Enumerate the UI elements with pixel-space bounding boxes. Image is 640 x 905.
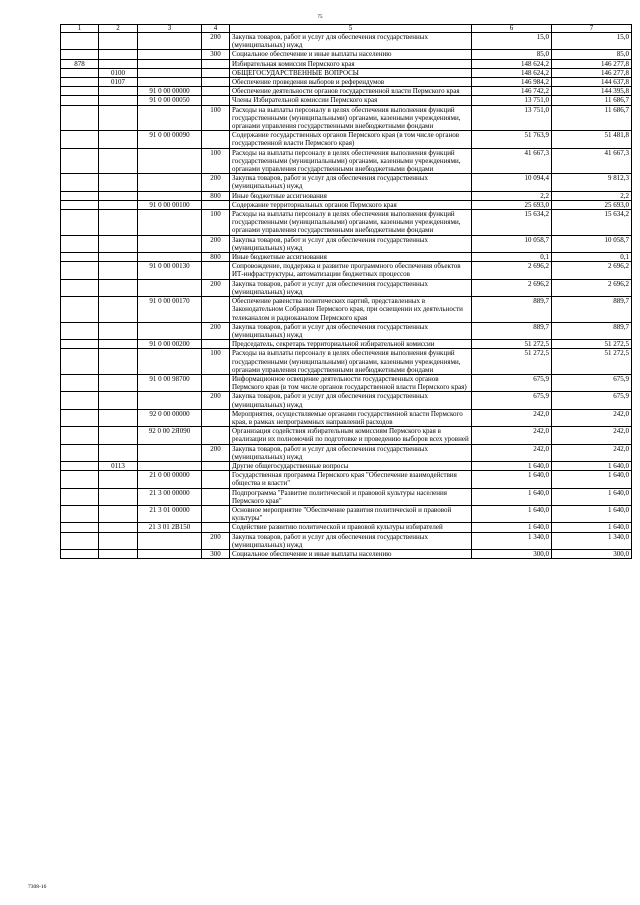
- target-article-cell: 91 0 00 98700: [138, 374, 202, 391]
- table-row: [61, 235, 632, 252]
- target-article-cell: [138, 349, 202, 375]
- section-code-cell: [99, 322, 138, 339]
- amount-year2-cell: 300,0: [552, 549, 632, 558]
- description-cell: Расходы на выплаты персоналу в целях обеспечения выполнения функций государственными (муниципальными) органами, казенными учреждениями, органами управления государственными внебюджетными фондами: [230, 148, 472, 174]
- expense-type-cell: [202, 374, 230, 391]
- section-code-cell: [99, 131, 138, 148]
- amount-year1-cell: 675,9: [472, 392, 552, 409]
- description-cell: Мероприятия, осуществляемые органами государственной власти Пермского края, в рамках непрограммных направлений расходов: [230, 409, 472, 426]
- section-code-cell: [99, 444, 138, 461]
- description-cell: Избирательная комиссия Пермского края: [230, 59, 472, 68]
- admin-code-cell: [61, 262, 99, 279]
- table-row: [61, 131, 632, 148]
- admin-code-cell: [61, 322, 99, 339]
- admin-code-cell: [61, 78, 99, 87]
- table-row: [61, 253, 632, 262]
- admin-code-cell: [61, 505, 99, 522]
- description-cell: Закупка товаров, работ и услуг для обеспечения государственных (муниципальных) нужд: [230, 444, 472, 461]
- amount-year1-cell: 1 640,0: [472, 461, 552, 470]
- amount-year2-cell: 1 640,0: [552, 471, 632, 488]
- section-code-cell: [99, 374, 138, 391]
- admin-code-cell: [61, 392, 99, 409]
- target-article-cell: 92 0 00 00000: [138, 409, 202, 426]
- table-row: [61, 210, 632, 236]
- amount-year2-cell: 10 058,7: [552, 235, 632, 252]
- expense-type-cell: 200: [202, 532, 230, 549]
- page-number: 75: [317, 15, 323, 20]
- section-code-cell: [99, 532, 138, 549]
- amount-year1-cell: 13 751,0: [472, 96, 552, 105]
- table-row: [61, 262, 632, 279]
- section-code-cell: [99, 523, 138, 532]
- admin-code-cell: [61, 200, 99, 209]
- expense-type-cell: 100: [202, 148, 230, 174]
- table-row: [61, 427, 632, 444]
- amount-year1-cell: 2,2: [472, 191, 552, 200]
- amount-year1-cell: 41 667,3: [472, 148, 552, 174]
- table-row: [61, 297, 632, 323]
- target-article-cell: 91 0 00 00090: [138, 131, 202, 148]
- expense-type-cell: [202, 78, 230, 87]
- amount-year1-cell: 1 640,0: [472, 505, 552, 522]
- amount-year2-cell: 11 686,7: [552, 96, 632, 105]
- amount-year1-cell: 13 751,0: [472, 105, 552, 131]
- expense-type-cell: 200: [202, 33, 230, 50]
- target-article-cell: 91 0 00 00200: [138, 340, 202, 349]
- admin-code-cell: [61, 523, 99, 532]
- expense-type-cell: 200: [202, 235, 230, 252]
- table-row: [61, 87, 632, 96]
- expense-type-cell: [202, 340, 230, 349]
- admin-code-cell: [61, 50, 99, 59]
- amount-year2-cell: 1 640,0: [552, 488, 632, 505]
- target-article-cell: [138, 253, 202, 262]
- column-header: 3: [138, 25, 202, 33]
- amount-year2-cell: 9 812,3: [552, 174, 632, 191]
- amount-year2-cell: 889,7: [552, 297, 632, 323]
- amount-year1-cell: 10 094,4: [472, 174, 552, 191]
- section-code-cell: [99, 59, 138, 68]
- amount-year1-cell: 148 624,2: [472, 68, 552, 77]
- column-header: 2: [99, 25, 138, 33]
- admin-code-cell: [61, 174, 99, 191]
- table-row: [61, 523, 632, 532]
- expense-type-cell: [202, 262, 230, 279]
- section-code-cell: [99, 340, 138, 349]
- column-header: 1: [61, 25, 99, 33]
- table-row: [61, 68, 632, 77]
- column-header: 4: [202, 25, 230, 33]
- section-code-cell: [99, 297, 138, 323]
- table-row: [61, 349, 632, 375]
- admin-code-cell: [61, 427, 99, 444]
- section-code-cell: [99, 96, 138, 105]
- table-row: [61, 148, 632, 174]
- target-article-cell: [138, 235, 202, 252]
- amount-year1-cell: 889,7: [472, 297, 552, 323]
- amount-year2-cell: 1 340,0: [552, 532, 632, 549]
- section-code-cell: [99, 409, 138, 426]
- amount-year1-cell: 0,1: [472, 253, 552, 262]
- description-cell: ОБЩЕГОСУДАРСТВЕННЫЕ ВОПРОСЫ: [230, 68, 472, 77]
- amount-year1-cell: 146 984,2: [472, 78, 552, 87]
- section-code-cell: [99, 392, 138, 409]
- amount-year2-cell: 2,2: [552, 191, 632, 200]
- target-article-cell: [138, 33, 202, 50]
- admin-code-cell: [61, 549, 99, 558]
- amount-year1-cell: 146 742,2: [472, 87, 552, 96]
- description-cell: Содействие развитию политической и правовой культуры избирателей: [230, 523, 472, 532]
- target-article-cell: 91 0 00 00050: [138, 96, 202, 105]
- description-cell: Закупка товаров, работ и услуг для обеспечения государственных (муниципальных) нужд: [230, 279, 472, 296]
- admin-code-cell: [61, 33, 99, 50]
- section-code-cell: 0107: [99, 78, 138, 87]
- description-cell: Информационное освещение деятельности государственных органов Пермского края (в том числе органов государственной власти Пермского края): [230, 374, 472, 391]
- description-cell: Другие общегосударственные вопросы: [230, 461, 472, 470]
- target-article-cell: 91 0 00 00130: [138, 262, 202, 279]
- section-code-cell: [99, 253, 138, 262]
- amount-year2-cell: 1 640,0: [552, 505, 632, 522]
- admin-code-cell: [61, 279, 99, 296]
- amount-year2-cell: 146 277,8: [552, 59, 632, 68]
- amount-year1-cell: 148 624,2: [472, 59, 552, 68]
- expense-type-cell: [202, 488, 230, 505]
- amount-year1-cell: 25 693,0: [472, 200, 552, 209]
- amount-year1-cell: 242,0: [472, 444, 552, 461]
- expense-type-cell: [202, 523, 230, 532]
- description-cell: Содержание государственных органов Пермского края (в том числе органов государственной власти Пермского края): [230, 131, 472, 148]
- amount-year1-cell: 2 696,2: [472, 262, 552, 279]
- section-code-cell: [99, 200, 138, 209]
- admin-code-cell: 878: [61, 59, 99, 68]
- description-cell: Обеспечение проведения выборов и референдумов: [230, 78, 472, 87]
- section-code-cell: [99, 279, 138, 296]
- description-cell: Организация содействия избирательным комиссиям Пермского края в реализации их полномочий по подготовке и проведению выборов всех уровней: [230, 427, 472, 444]
- section-code-cell: [99, 235, 138, 252]
- amount-year2-cell: 675,9: [552, 392, 632, 409]
- admin-code-cell: [61, 444, 99, 461]
- table-row: [61, 340, 632, 349]
- table-row: [61, 78, 632, 87]
- target-article-cell: [138, 279, 202, 296]
- expense-type-cell: 100: [202, 210, 230, 236]
- description-cell: Содержание территориальных органов Пермского края: [230, 200, 472, 209]
- description-cell: Обеспечение равенства политических партий, представленных в Законодательном Собрании Пермского края, при освещении их деятельности телеканалом и радиоканалом Пермского края: [230, 297, 472, 323]
- target-article-cell: 92 0 00 2Я090: [138, 427, 202, 444]
- expense-type-cell: 800: [202, 191, 230, 200]
- admin-code-cell: [61, 409, 99, 426]
- table-row: [61, 409, 632, 426]
- amount-year2-cell: 51 481,8: [552, 131, 632, 148]
- expense-type-cell: 200: [202, 279, 230, 296]
- expense-type-cell: 300: [202, 50, 230, 59]
- amount-year1-cell: 675,9: [472, 374, 552, 391]
- admin-code-cell: [61, 96, 99, 105]
- section-code-cell: [99, 505, 138, 522]
- expense-type-cell: [202, 505, 230, 522]
- description-cell: Социальное обеспечение и иные выплаты населению: [230, 50, 472, 59]
- admin-code-cell: [61, 131, 99, 148]
- target-article-cell: [138, 59, 202, 68]
- description-cell: Иные бюджетные ассигнования: [230, 191, 472, 200]
- table-row: [61, 471, 632, 488]
- expense-type-cell: [202, 297, 230, 323]
- expense-type-cell: 300: [202, 549, 230, 558]
- admin-code-cell: [61, 297, 99, 323]
- admin-code-cell: [61, 488, 99, 505]
- column-header: 7: [552, 25, 632, 33]
- target-article-cell: [138, 461, 202, 470]
- description-cell: Закупка товаров, работ и услуг для обеспечения государственных (муниципальных) нужд: [230, 532, 472, 549]
- description-cell: Председатель, секретарь территориальной избирательной комиссии: [230, 340, 472, 349]
- target-article-cell: 21 0 00 00000: [138, 471, 202, 488]
- amount-year2-cell: 85,0: [552, 50, 632, 59]
- expense-type-cell: 100: [202, 349, 230, 375]
- expense-type-cell: [202, 87, 230, 96]
- amount-year2-cell: 2 696,2: [552, 262, 632, 279]
- expense-type-cell: [202, 427, 230, 444]
- amount-year1-cell: 242,0: [472, 427, 552, 444]
- section-code-cell: [99, 549, 138, 558]
- table-row: [61, 392, 632, 409]
- table-row: [61, 549, 632, 558]
- amount-year1-cell: 1 640,0: [472, 488, 552, 505]
- expense-type-cell: [202, 471, 230, 488]
- admin-code-cell: [61, 191, 99, 200]
- table-row: [61, 96, 632, 105]
- expense-type-cell: [202, 461, 230, 470]
- section-code-cell: [99, 471, 138, 488]
- amount-year2-cell: 144 395,8: [552, 87, 632, 96]
- target-article-cell: 91 0 00 00170: [138, 297, 202, 323]
- table-row: [61, 374, 632, 391]
- column-header: 5: [230, 25, 472, 33]
- target-article-cell: 21 3 01 2В150: [138, 523, 202, 532]
- expense-type-cell: 100: [202, 105, 230, 131]
- admin-code-cell: [61, 68, 99, 77]
- admin-code-cell: [61, 87, 99, 96]
- target-article-cell: [138, 444, 202, 461]
- expense-type-cell: [202, 409, 230, 426]
- admin-code-cell: [61, 235, 99, 252]
- target-article-cell: [138, 532, 202, 549]
- target-article-cell: [138, 68, 202, 77]
- expense-type-cell: [202, 68, 230, 77]
- description-cell: Расходы на выплаты персоналу в целях обеспечения выполнения функций государственными (муниципальными) органами, казенными учреждениями, органами управления государственными внебюджетными фондами: [230, 349, 472, 375]
- document-code: 7308-16: [28, 884, 47, 890]
- table-header-row: [61, 25, 632, 33]
- amount-year2-cell: 0,1: [552, 253, 632, 262]
- amount-year1-cell: 51 763,9: [472, 131, 552, 148]
- target-article-cell: [138, 78, 202, 87]
- target-article-cell: [138, 549, 202, 558]
- amount-year1-cell: 15,0: [472, 33, 552, 50]
- amount-year2-cell: 675,9: [552, 374, 632, 391]
- expense-type-cell: [202, 131, 230, 148]
- description-cell: Расходы на выплаты персоналу в целях обеспечения выполнения функций государственными (муниципальными) органами, казенными учреждениями, органами управления государственными внебюджетными фондами: [230, 210, 472, 236]
- table-row: [61, 279, 632, 296]
- admin-code-cell: [61, 532, 99, 549]
- expense-type-cell: 800: [202, 253, 230, 262]
- description-cell: Расходы на выплаты персоналу в целях обеспечения выполнения функций государственными (муниципальными) органами, казенными учреждениями, органами управления государственными внебюджетными фондами: [230, 105, 472, 131]
- amount-year2-cell: 1 640,0: [552, 523, 632, 532]
- amount-year1-cell: 2 696,2: [472, 279, 552, 296]
- section-code-cell: [99, 210, 138, 236]
- amount-year1-cell: 1 640,0: [472, 523, 552, 532]
- table-row: [61, 461, 632, 470]
- table-row: [61, 200, 632, 209]
- target-article-cell: 21 3 01 00000: [138, 505, 202, 522]
- amount-year2-cell: 1 640,0: [552, 461, 632, 470]
- section-code-cell: 0113: [99, 461, 138, 470]
- description-cell: Иные бюджетные ассигнования: [230, 253, 472, 262]
- amount-year1-cell: 10 058,7: [472, 235, 552, 252]
- target-article-cell: [138, 174, 202, 191]
- description-cell: Закупка товаров, работ и услуг для обеспечения государственных (муниципальных) нужд: [230, 392, 472, 409]
- admin-code-cell: [61, 105, 99, 131]
- description-cell: Закупка товаров, работ и услуг для обеспечения государственных (муниципальных) нужд: [230, 174, 472, 191]
- expense-type-cell: 200: [202, 392, 230, 409]
- admin-code-cell: [61, 340, 99, 349]
- table-row: [61, 105, 632, 131]
- table-row: [61, 33, 632, 50]
- description-cell: Государственная программа Пермского края "Обеспечение взаимодействия общества и власти": [230, 471, 472, 488]
- admin-code-cell: [61, 148, 99, 174]
- table-row: [61, 488, 632, 505]
- section-code-cell: [99, 349, 138, 375]
- section-code-cell: [99, 33, 138, 50]
- amount-year2-cell: 146 277,8: [552, 68, 632, 77]
- table-row: [61, 505, 632, 522]
- description-cell: Подпрограмма "Развитие политической и правовой культуры населения Пермского края": [230, 488, 472, 505]
- amount-year2-cell: 15,0: [552, 33, 632, 50]
- description-cell: Закупка товаров, работ и услуг для обеспечения государственных (муниципальных) нужд: [230, 235, 472, 252]
- target-article-cell: 91 0 00 00000: [138, 87, 202, 96]
- target-article-cell: [138, 322, 202, 339]
- target-article-cell: [138, 210, 202, 236]
- amount-year2-cell: 11 686,7: [552, 105, 632, 131]
- target-article-cell: 21 3 00 00000: [138, 488, 202, 505]
- amount-year1-cell: 1 340,0: [472, 532, 552, 549]
- table-row: [61, 191, 632, 200]
- admin-code-cell: [61, 349, 99, 375]
- expense-type-cell: 200: [202, 174, 230, 191]
- amount-year2-cell: 242,0: [552, 409, 632, 426]
- amount-year1-cell: 15 634,2: [472, 210, 552, 236]
- table-row: [61, 322, 632, 339]
- amount-year2-cell: 41 667,3: [552, 148, 632, 174]
- target-article-cell: [138, 191, 202, 200]
- admin-code-cell: [61, 471, 99, 488]
- section-code-cell: [99, 174, 138, 191]
- expense-type-cell: 200: [202, 444, 230, 461]
- expense-type-cell: 200: [202, 322, 230, 339]
- amount-year1-cell: 51 272,5: [472, 349, 552, 375]
- description-cell: Обеспечение деятельности органов государственной власти Пермского края: [230, 87, 472, 96]
- description-cell: Закупка товаров, работ и услуг для обеспечения государственных (муниципальных) нужд: [230, 33, 472, 50]
- section-code-cell: [99, 488, 138, 505]
- table-row: [61, 532, 632, 549]
- amount-year2-cell: 51 272,5: [552, 340, 632, 349]
- admin-code-cell: [61, 210, 99, 236]
- column-header: 6: [472, 25, 552, 33]
- amount-year1-cell: 85,0: [472, 50, 552, 59]
- amount-year2-cell: 242,0: [552, 427, 632, 444]
- description-cell: Члены Избирательной комиссии Пермского края: [230, 96, 472, 105]
- amount-year1-cell: 51 272,5: [472, 340, 552, 349]
- expense-type-cell: [202, 200, 230, 209]
- section-code-cell: [99, 262, 138, 279]
- amount-year2-cell: 2 696,2: [552, 279, 632, 296]
- amount-year2-cell: 242,0: [552, 444, 632, 461]
- section-code-cell: [99, 105, 138, 131]
- section-code-cell: [99, 50, 138, 59]
- description-cell: Основное мероприятие "Обеспечение развития политической и правовой культуры": [230, 505, 472, 522]
- amount-year1-cell: 300,0: [472, 549, 552, 558]
- target-article-cell: [138, 105, 202, 131]
- amount-year1-cell: 889,7: [472, 322, 552, 339]
- target-article-cell: [138, 50, 202, 59]
- amount-year2-cell: 25 693,0: [552, 200, 632, 209]
- expense-type-cell: [202, 96, 230, 105]
- admin-code-cell: [61, 461, 99, 470]
- section-code-cell: [99, 87, 138, 96]
- admin-code-cell: [61, 374, 99, 391]
- budget-table: [60, 24, 632, 559]
- table-row: [61, 444, 632, 461]
- amount-year2-cell: 15 634,2: [552, 210, 632, 236]
- amount-year1-cell: 1 640,0: [472, 471, 552, 488]
- section-code-cell: [99, 427, 138, 444]
- admin-code-cell: [61, 253, 99, 262]
- section-code-cell: 0100: [99, 68, 138, 77]
- section-code-cell: [99, 148, 138, 174]
- amount-year2-cell: 144 637,8: [552, 78, 632, 87]
- table-row: [61, 50, 632, 59]
- description-cell: Сопровождение, поддержка и развитие программного обеспечения объектов ИТ-инфраструктуры, автоматизации бюджетных процессов: [230, 262, 472, 279]
- section-code-cell: [99, 191, 138, 200]
- amount-year2-cell: 889,7: [552, 322, 632, 339]
- table-row: [61, 174, 632, 191]
- table-row: [61, 59, 632, 68]
- amount-year1-cell: 242,0: [472, 409, 552, 426]
- target-article-cell: 91 0 00 00100: [138, 200, 202, 209]
- amount-year2-cell: 51 272,5: [552, 349, 632, 375]
- target-article-cell: [138, 392, 202, 409]
- target-article-cell: [138, 148, 202, 174]
- expense-type-cell: [202, 59, 230, 68]
- description-cell: Социальное обеспечение и иные выплаты населению: [230, 549, 472, 558]
- description-cell: Закупка товаров, работ и услуг для обеспечения государственных (муниципальных) нужд: [230, 322, 472, 339]
